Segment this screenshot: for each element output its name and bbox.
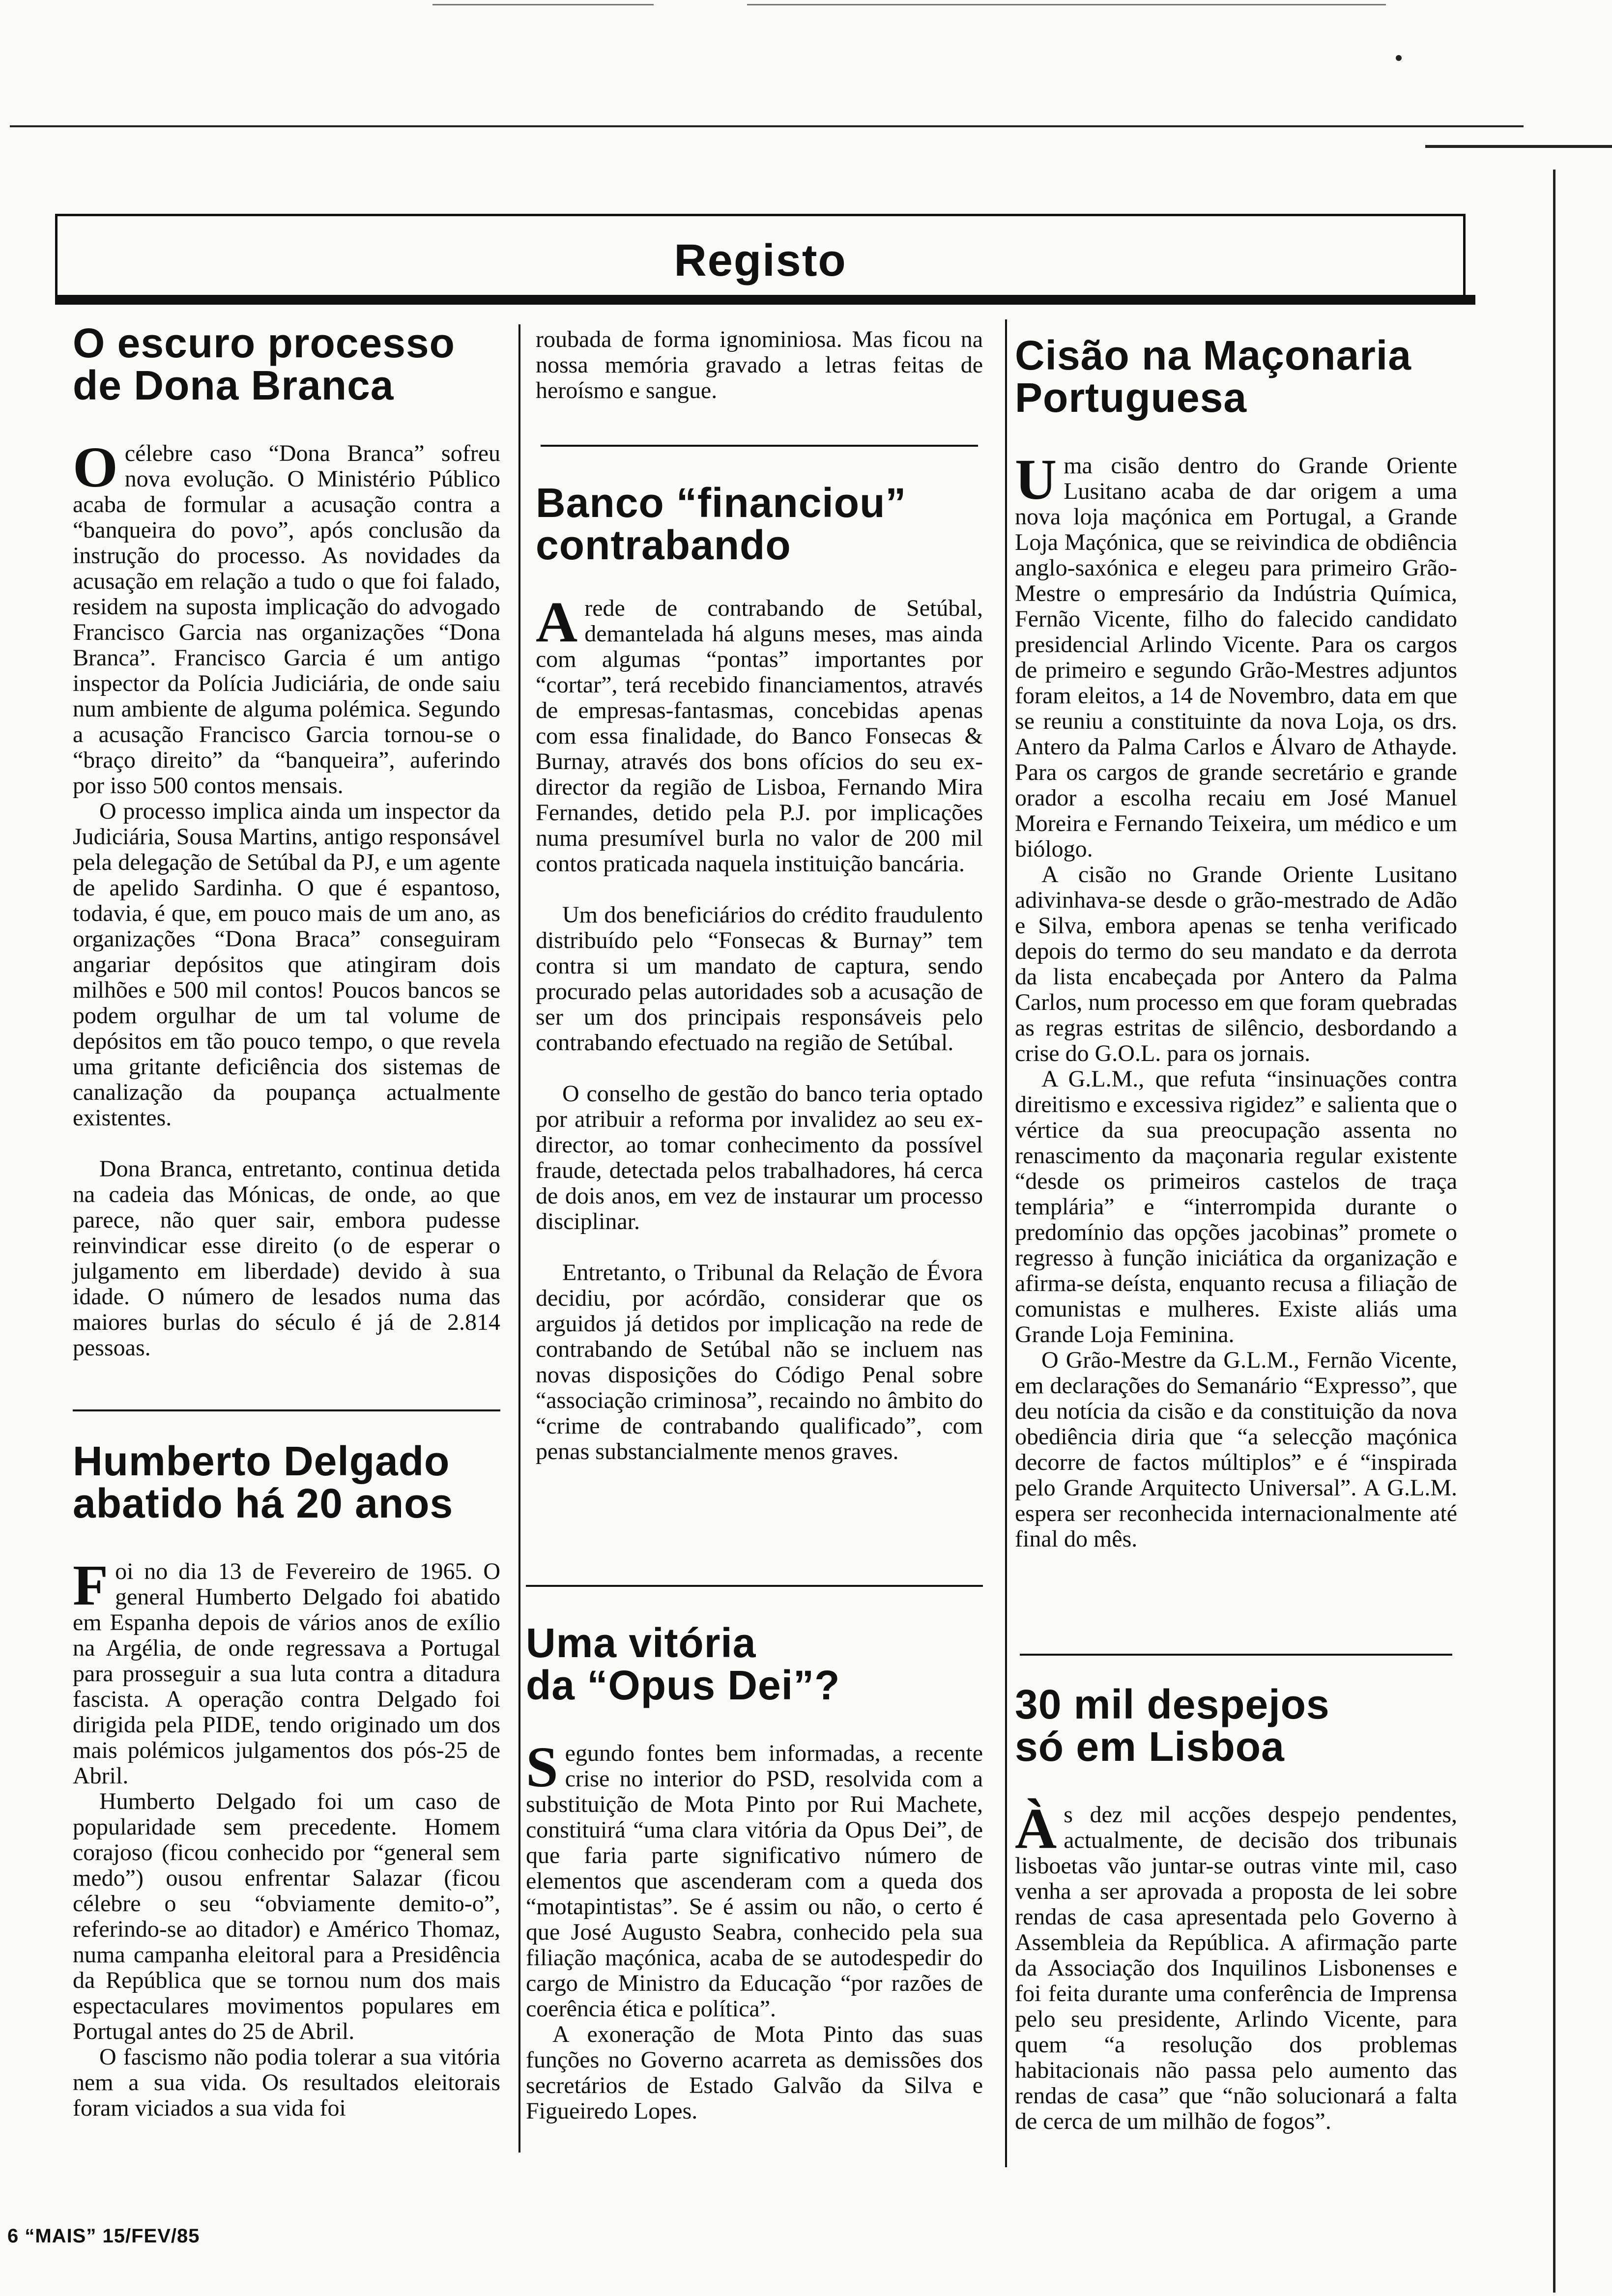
column-3-despejos <box>1015 1683 1457 2134</box>
drop-cap: S <box>526 1735 558 1799</box>
headline-line-1: O escuro processo <box>73 320 455 366</box>
article-paragraph: Dona Branca, entretanto, continua detida na cadeia das Mónicas, de onde, ao que parece, não quer sair, embora pudesse reinvindicar esse direito (o de esperar o julgamento em liberdade) devido à sua idade. O número de lesados numa das maiores burlas do século é já de 2.814 pessoas. <box>73 1156 500 1361</box>
article-paragraph: oi no dia 13 de Fevereiro de 1965. O general Humberto Delgado foi abatido em Espanha depois de vários anos de exílio na Argélia, de onde regressava a Portugal para prosseguir a sua luta contra a ditadura fascista. A operação contra Delgado foi dirigida pela PIDE, tendo originado um dos mais polémicos julgamentos dos pós-25 de Abril. <box>73 1558 500 1789</box>
article-paragraph: rede de contrabando de Setúbal, demantelada há alguns meses, mas ainda com algumas “pontas” importantes por “cortar”, terá recebido financiamentos, através de empresas-fantasmas, concebidas apenas com essa finalidade, do Banco Fonsecas & Burnay, através dos bons ofícios do seu ex-director da região de Lisboa, Fernando Mira Fernandes, detido pela P.J. por implicações numa presumível burla no valor de 200 mil contos praticada naquela instituição bancária. <box>536 595 983 877</box>
article-paragraph: A cisão no Grande Oriente Lusitano adivinhava-se desde o grão-mestrado de Adão e Silva, embora apenas se tenha verificado depois do termo do seu mandato e da derrota da lista encabeçada por Antero da Palma Carlos, num processo em que foram quebradas as regras estritas de silêncio, desbordando a crise do G.O.L. para os jornais. <box>1015 861 1457 1066</box>
article-despejos <box>1015 1683 1457 2134</box>
article-continuation: roubada de forma ignominiosa. Mas ficou na nossa memória gravado a letras feitas de heroísmo e sangue. <box>536 326 983 403</box>
scan-artifact-line <box>747 4 1386 5</box>
article-delgado <box>73 1440 500 2121</box>
article-paragraph: egundo fontes bem informadas, a recente crise no interior do PSD, resolvida com a substituição de Mota Pinto por Rui Machete, constituirá “uma clara vitória da Opus Dei”, de que faria parte significativo número de elementos que ascenderam com a queda dos “motapintistas”. Se é assim ou não, o certo é que José Augusto Seabra, conhecido pela sua filiação maçónica, acaba de se autodespedir do cargo de Ministro da Educação “por razões de coerência ética e política”. <box>526 1740 983 2022</box>
section-title: Registo <box>674 235 847 286</box>
scan-artifact-line <box>432 4 654 5</box>
headline-line-2: de Dona Branca <box>73 362 394 408</box>
column-2 <box>536 327 983 403</box>
headline-line-1: Banco “financiou” <box>536 480 907 526</box>
article-branca <box>73 322 500 1361</box>
article-separator <box>526 1585 983 1587</box>
article-opus <box>526 1622 983 2124</box>
drop-cap: O <box>73 435 118 499</box>
article-headline <box>73 322 500 406</box>
article-cisao <box>1015 334 1457 1552</box>
column-2-opus <box>526 1622 983 2124</box>
headline-line-2: Portuguesa <box>1015 374 1247 421</box>
headline-line-2: da “Opus Dei”? <box>526 1662 840 1708</box>
article-paragraph: Um dos beneficiários do crédito fraudulento distribuído pelo “Fonsecas & Burnay” tem contra si um mandato de captura, sendo procurado pelas autoridades sob a acusação de ser um dos principais responsáveis pelo contrabando efectuado na região de Setúbal. <box>536 902 983 1056</box>
column-1 <box>73 322 500 1361</box>
article-paragraph: s dez mil acções despejo pendentes, actualmente, de decisão dos tribunais lisboetas vão juntar-se outras vinte mil, caso venha a ser aprovada a proposta de lei sobre rendas de casa apresentada pelo Governo à Assembleia da República. A afirmação parte da Associação dos Inquilinos Lisbonenses e foi feita durante uma conferência de Imprensa pelo seu presidente, Arlindo Vicente, para quem “a resolução dos problemas habitacionais não passa pelo aumento das rendas de casa” que “não solucionará a falta de cerca de um milhão de fogos”. <box>1015 1802 1457 2134</box>
article-headline <box>536 482 983 566</box>
column-3 <box>1015 334 1457 1552</box>
page-edge-line <box>1553 170 1555 2293</box>
article-headline <box>1015 1683 1457 1768</box>
drop-cap: F <box>73 1553 109 1617</box>
page-footer: 6 “MAIS” 15/FEV/85 <box>7 2225 200 2247</box>
headline-line-2: contrabando <box>536 522 791 568</box>
article-paragraph: A G.L.M., que refuta “insinuações contra direitismo e excessiva rigidez” e salienta que o vértice da sua preocupação assenta no renascimento da maçonaria regular existente “desde os primeiros castelos de traça templária” e “interrompida durante o predomínio das opções jacobinas” promete o regresso à função iniciática da organização e afirma-se deísta, enquanto recusa a filiação de comunistas e mulheres. Existe aliás uma Grande Loja Feminina. <box>1015 1066 1457 1348</box>
headline-line-1: Uma vitória <box>526 1620 756 1666</box>
article-banco <box>536 482 983 1464</box>
headline-line-2: só em Lisboa <box>1015 1723 1285 1770</box>
article-separator <box>541 445 978 447</box>
section-header-box <box>55 214 1466 297</box>
article-headline <box>526 1622 983 1706</box>
article-separator <box>73 1409 500 1411</box>
scan-artifact-dot <box>1396 55 1402 61</box>
article-paragraph: célebre caso “Dona Branca” sofreu nova evolução. O Ministério Público acaba de formular a acusação contra a “banqueira do povo”, após conclusão da instrução do processo. As novidades da acusação em relação a tudo o que foi falado, residem na suposta implicação do advogado Francisco Garcia nas organizações “Dona Branca”. Francisco Garcia é um antigo inspector da Polícia Judiciária, de onde saiu num ambiente de alguma polémica. Segundo a acusação Francisco Garcia tornou-se o “braço direito” da “banqueira”, auferindo por isso 500 contos mensais. <box>73 440 500 799</box>
headline-line-1: Humberto Delgado <box>73 1438 450 1484</box>
article-paragraph: Entretanto, o Tribunal da Relação de Évora decidiu, por acórdão, considerar que os arguidos já detidos por implicação na rede de contrabando de Setúbal não se incluem nas novas disposições do Código Penal sobre “associação criminosa”, recaindo no âmbito do “crime de contrabando qualificado”, com penas substancialmente menos graves. <box>536 1260 983 1464</box>
drop-cap: A <box>536 590 578 654</box>
article-paragraph: O conselho de gestão do banco teria optado por atribuir a reforma por invalidez ao seu ex-director, ao tomar conhecimento da possível fraude, detectada pelos trabalhadores, há cerca de dois anos, em vez de instaurar um processo disciplinar. <box>536 1081 983 1234</box>
article-headline <box>1015 334 1457 419</box>
article-paragraph: O fascismo não podia tolerar a sua vitória nem a sua vida. Os resultados eleitorais foram viciados a sua vida foi <box>73 2044 500 2121</box>
article-paragraph: O processo implica ainda um inspector da Judiciária, Sousa Martins, antigo responsável pela delegação de Setúbal da PJ, e um agente de apelido Sardinha. O que é espantoso, todavia, é que, em pouco mais de um ano, as organizações “Dona Braca” conseguiram angariar depósitos que atingiram dois milhões e 500 mil contos! Poucos bancos se podem orgulhar de um tal volume de depósitos em tão pouco tempo, o que revela uma gritante deficiência dos sistemas de canalização da poupança actualmente existentes. <box>73 798 500 1131</box>
article-separator <box>1020 1654 1452 1656</box>
article-paragraph: ma cisão dentro do Grande Oriente Lusitano acaba de dar origem a uma nova loja maçónica em Portugal, a Grande Loja Maçónica, que se reivindica de obdiência anglo-saxónica e elegeu para primeiro Grão-Mestre o empresário da Indústria Química, Fernão Vicente, filho do falecido candidato presidencial Arlindo Vicente. Para os cargos de primeiro e segundo Grão-Mestres adjuntos foram eleitos, a 14 de Novembro, data em que se reuniu a constituinte da nova Loja, os drs. Antero da Palma Carlos e Álvaro de Athayde. Para os cargos de grande secretário e grande orador a escolha recaiu em José Manuel Moreira e Fernando Teixeira, um médico e um biólogo. <box>1015 453 1457 862</box>
top-rule-right <box>1425 145 1612 148</box>
headline-line-2: abatido há 20 anos <box>73 1480 454 1526</box>
drop-cap: U <box>1015 447 1057 512</box>
article-paragraph: Humberto Delgado foi um caso de popularidade sem precedente. Homem corajoso (ficou conhecido por “general sem medo”) ousou enfrentar Salazar (ficou célebre o seu “obviamente demito-o”, referindo-se ao ditador) e Américo Thomaz, numa campanha eleitoral para a Presidência da República que se tornou num dos mais espectaculares movimentos populares em Portugal antes do 25 de Abril. <box>73 1788 500 2044</box>
article-paragraph: A exoneração de Mota Pinto das suas funções no Governo acarreta as demissões dos secretários de Estado Galvão da Silva e Figueiredo Lopes. <box>526 2021 983 2124</box>
headline-line-1: Cisão na Maçonaria <box>1015 332 1411 378</box>
article-paragraph: O Grão-Mestre da G.L.M., Fernão Vicente, em declarações do Semanário “Expresso”, que deu notícia da cisão e da constituição da nova obediência diria que “a selecção maçónica decorre de factos múltiplos” e é “inspirada pelo Grande Arquitecto Universal”. A G.L.M. espera ser reconhecida internacionalmente até final do mês. <box>1015 1347 1457 1552</box>
column-2-banco <box>536 482 983 1464</box>
drop-cap: À <box>1015 1796 1057 1861</box>
section-header-bar <box>55 295 1475 305</box>
top-rule <box>10 125 1524 127</box>
column-rule-2 <box>1005 319 1007 2167</box>
column-rule-1 <box>518 324 520 2152</box>
headline-line-1: 30 mil despejos <box>1015 1681 1330 1727</box>
article-headline <box>73 1440 500 1524</box>
column-1-lower <box>73 1440 500 2121</box>
